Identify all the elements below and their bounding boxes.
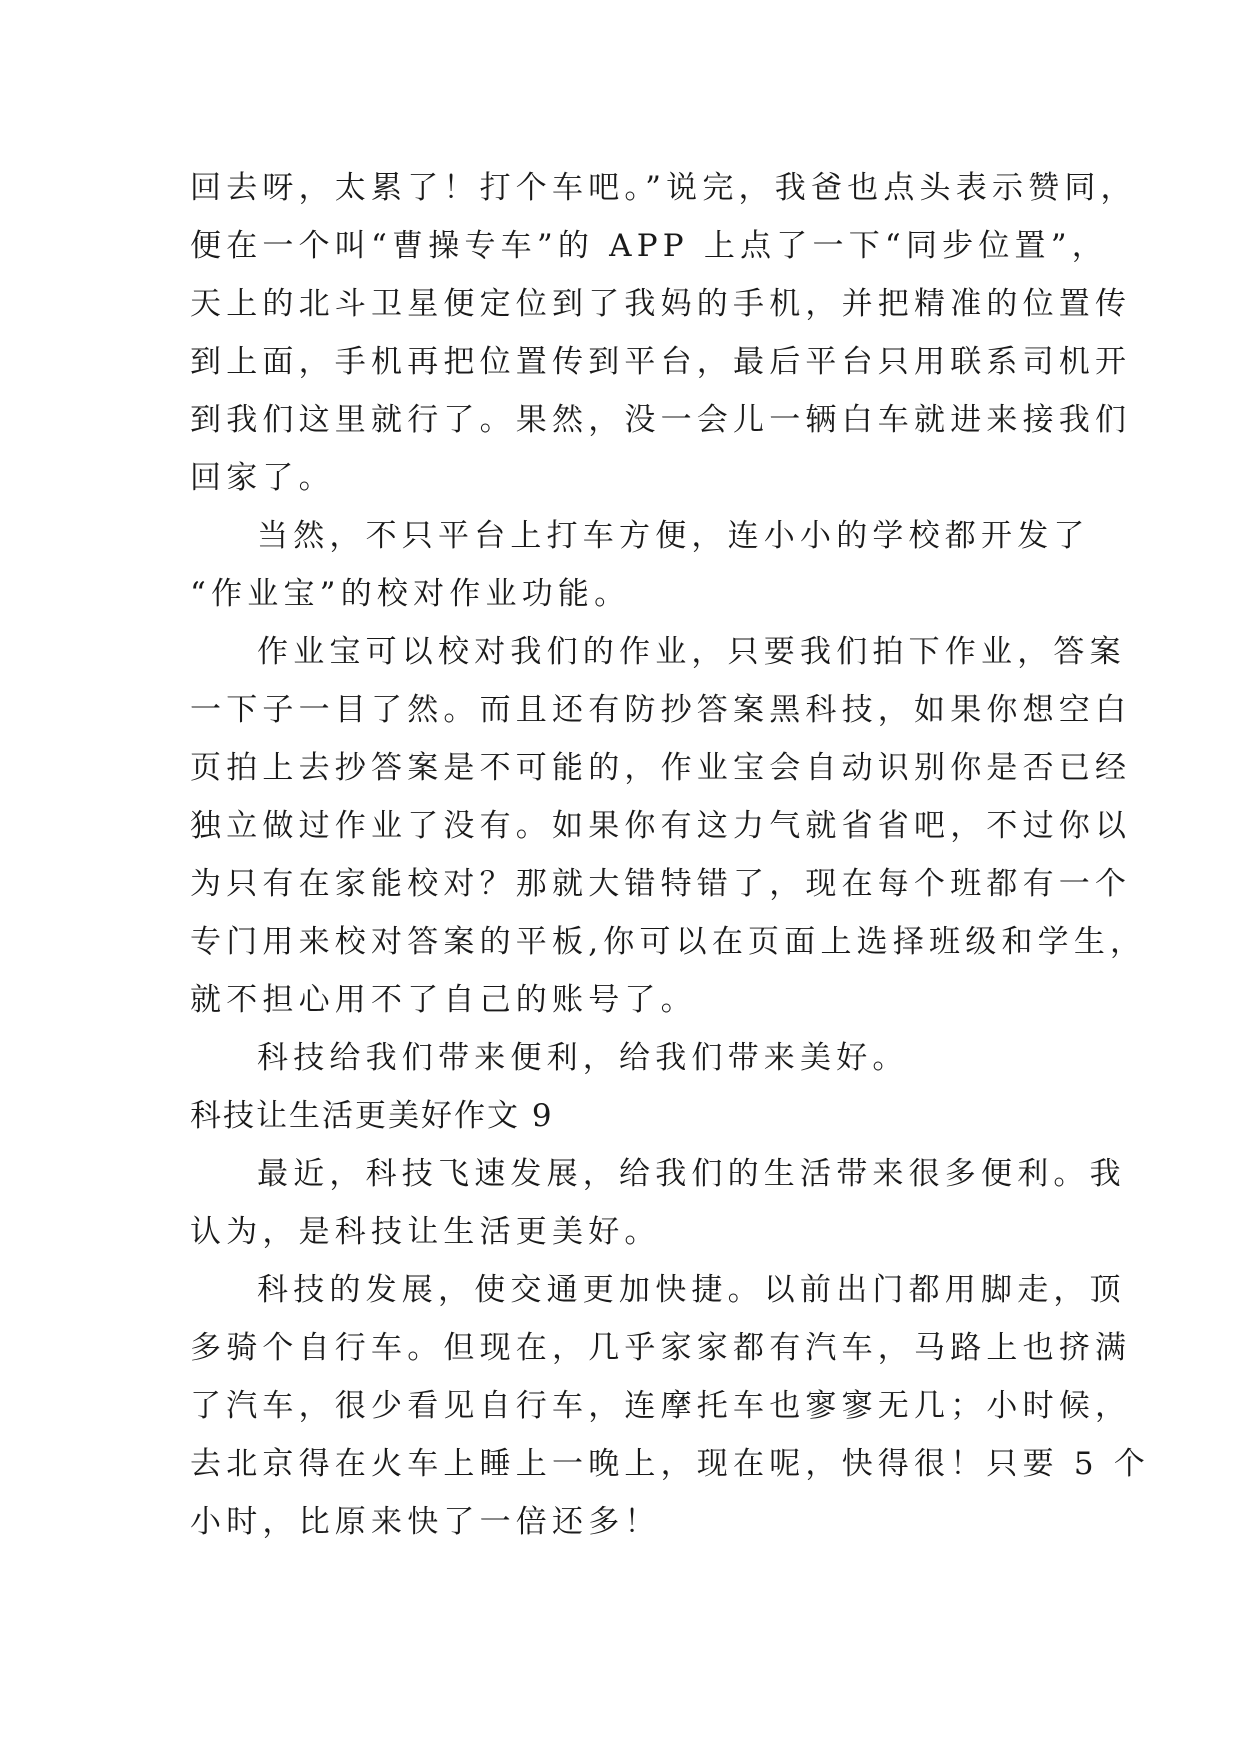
text-line: 到我们这里就行了。果然，没一会儿一辆白车就进来接我们 (190, 402, 1132, 438)
text-line: 页拍上去抄答案是不可能的，作业宝会自动识别你是否已经 (190, 750, 1132, 786)
text-line: 了汽车，很少看见自行车，连摩托车也寥寥无几；小时候， (190, 1388, 1132, 1424)
text-line: 就不担心用不了自己的账号了。 (190, 982, 697, 1018)
text-line: 回家了。 (190, 460, 335, 496)
text-line: 独立做过作业了没有。如果你有这力气就省省吧，不过你以 (190, 808, 1132, 844)
text-line: 到上面，手机再把位置传到平台，最后平台只用联系司机开 (190, 344, 1132, 380)
paragraph-first-line: 科技给我们带来便利，给我们带来美好。 (257, 1040, 909, 1076)
text-line: 天上的北斗卫星便定位到了我妈的手机，并把精准的位置传 (190, 286, 1132, 322)
paragraph-first-line: 当然，不只平台上打车方便，连小小的学校都开发了 (257, 518, 1090, 554)
text-line: 去北京得在火车上睡上一晚上，现在呢，快得很！只要 5 个 (190, 1446, 1151, 1482)
text-line: 一下子一目了然。而且还有防抄答案黑科技，如果你想空白 (190, 692, 1132, 728)
paragraph-first-line: 最近，科技飞速发展，给我们的生活带来很多便利。我 (257, 1156, 1126, 1192)
text-line: 回去呀，太累了！打个车吧。”说完，我爸也点头表示赞同， (190, 170, 1137, 206)
text-line: 小时，比原来快了一倍还多！ (190, 1504, 661, 1540)
text-line: 为只有在家能校对？那就大错特错了，现在每个班都有一个 (190, 866, 1132, 902)
paragraph-first-line: 作业宝可以校对我们的作业，只要我们拍下作业，答案 (257, 634, 1126, 670)
text-line: 专门用来校对答案的平板,你可以在页面上选择班级和学生， (190, 924, 1147, 960)
section-heading: 科技让生活更美好作文 9 (190, 1098, 554, 1134)
text-line: “作业宝”的校对作业功能。 (190, 576, 631, 612)
paragraph-first-line: 科技的发展，使交通更加快捷。以前出门都用脚走，顶 (257, 1272, 1126, 1308)
text-line: 多骑个自行车。但现在，几乎家家都有汽车，马路上也挤满 (190, 1330, 1132, 1366)
text-line: 认为，是科技让生活更美好。 (190, 1214, 661, 1250)
text-line: 便在一个叫“曹操专车”的 APP 上点了一下“同步位置”， (190, 228, 1109, 264)
